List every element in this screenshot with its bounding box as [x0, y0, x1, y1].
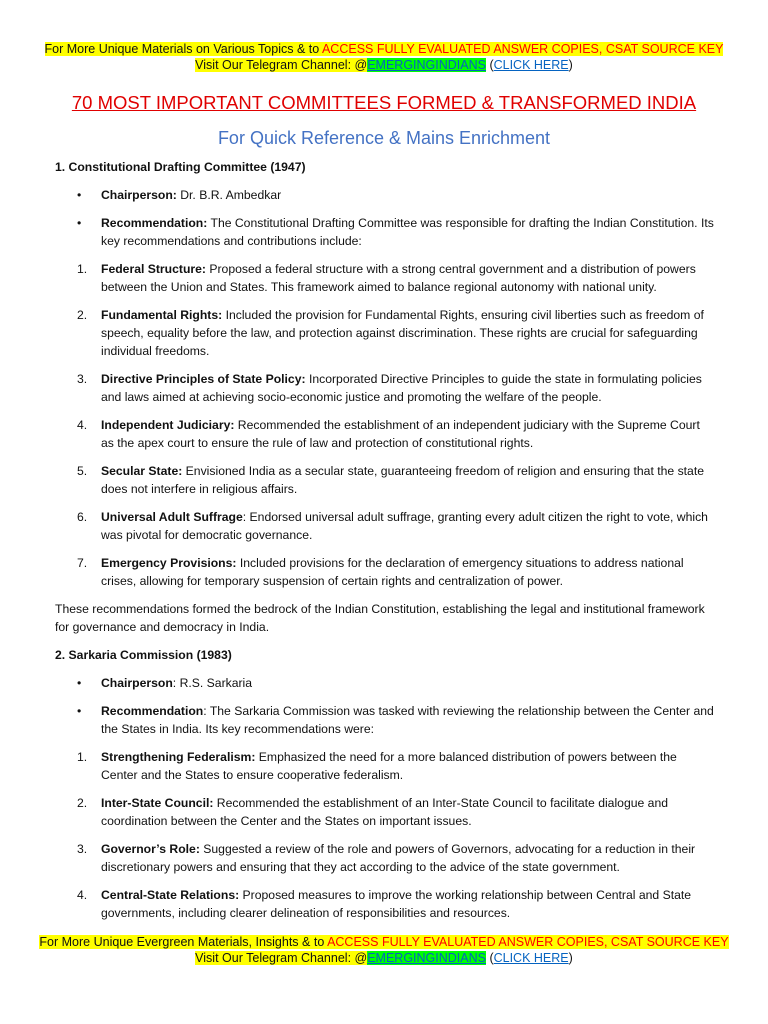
top-banner-line2: Visit Our Telegram Channel: @EMERGINGINDIANS (CLICK HERE) — [195, 58, 573, 72]
document-subtitle: For Quick Reference & Mains Enrichment — [217, 128, 551, 148]
bottom-banner-line2: Visit Our Telegram Channel: @EMERGINGINDIANS (CLICK HERE) — [195, 951, 573, 965]
bottom-banner-line1 — [0, 934, 768, 950]
section-1-bullet-chairperson: • Chairperson: Dr. B.R. Ambedkar — [77, 188, 282, 202]
bullet-marker: • — [77, 188, 82, 202]
section-1-item: 5. Secular State: Envisioned India as a secular state, guaranteeing freedom of religion and ensuring that the state does not interfere in religious affairs. — [77, 464, 704, 496]
top-promo-banner — [0, 41, 768, 73]
section-1-bullet-recommendation: • Recommendation: The Constitutional Drafting Committee was responsible for drafting the Indian Constitution. Its key recommendations and contributions include: — [77, 216, 714, 248]
document-title: 70 MOST IMPORTANT COMMITTEES FORMED & TRANSFORMED INDIA — [71, 92, 697, 113]
section-1-item: 7. Emergency Provisions: Included provisions for the declaration of emergency situations to address national crises, allowing for temporary suspension of certain rights and centralization of power. — [77, 556, 684, 588]
section-2-bullet-chairperson: • Chairperson: R.S. Sarkaria — [77, 676, 253, 690]
top-telegram-channel-link[interactable]: EMERGINGINDIANS — [367, 58, 486, 72]
section-2-heading: 2. Sarkaria Commission (1983) — [55, 648, 232, 662]
bullet-marker: • — [77, 216, 82, 230]
section-2-item: 2. Inter-State Council: Recommended the establishment of an Inter-State Council to facilitate dialogue and coordination between the Center and the States on important issues. — [77, 796, 668, 828]
bottom-telegram-channel-link[interactable]: EMERGINGINDIANS — [367, 951, 486, 965]
bottom-promo-banner — [0, 934, 768, 966]
section-1-item: 1. Federal Structure: Proposed a federal structure with a strong central government and a distribution of powers between the Union and States. This framework aimed to balance regional autonomy with national unity. — [77, 262, 696, 294]
section-2-bullet-recommendation: • Recommendation: The Sarkaria Commission was tasked with reviewing the relationship between the Center and the States in India. Its key recommendations were: — [77, 704, 714, 736]
section-1-item: 6. Universal Adult Suffrage: Endorsed universal adult suffrage, granting every adult citizen the right to vote, which was pivotal for democratic governance. — [77, 510, 708, 542]
top-banner-line1-text: For More Unique Materials on Various Topics & to ACCESS FULLY EVALUATED ANSWER COPIES, CSAT SOURCE KEY — [44, 42, 724, 56]
bottom-banner-line1-text: For More Unique Evergreen Materials, Insights & to ACCESS FULLY EVALUATED ANSWER COPIES, CSAT SOURCE KEY — [39, 935, 729, 949]
section-2-item: 3. Governor’s Role: Suggested a review of the role and powers of Governors, advocating for a reduction in their discretionary powers and ensuring that they act according to the advice of the state government. — [77, 842, 696, 874]
section-1-closing-paragraph: These recommendations formed the bedrock of the Indian Constitution, establishing the legal and institutional framework for governance and democracy in India. — [55, 602, 705, 634]
section-1-item: 2. Fundamental Rights: Included the provision for Fundamental Rights, ensuring civil liberties such as freedom of speech, equality before the law, and protection against discrimination. These rights are crucial for safeguarding individual freedoms. — [77, 308, 704, 358]
bottom-banner-access-text: ACCESS FULLY EVALUATED ANSWER COPIES, CSAT SOURCE KEY — [327, 935, 729, 949]
top-banner-line1 — [0, 41, 768, 57]
section-2-item: 1. Strengthening Federalism: Emphasized the need for a more balanced distribution of powers between the Center and the States to ensure cooperative federalism. — [77, 750, 677, 782]
bullet-marker: • — [77, 704, 82, 718]
section-1-item: 4. Independent Judiciary: Recommended the establishment of an independent judiciary with the Supreme Court as the apex court to ensure the rule of law and protection of constitutional rights. — [77, 418, 700, 450]
document-body — [55, 158, 715, 932]
section-2-item: 4. Central-State Relations: Proposed measures to improve the working relationship between Central and State governments, including clearer delineation of responsibilities and resources. — [77, 888, 692, 920]
section-1-item: 3. Directive Principles of State Policy: Incorporated Directive Principles to guide the state in formulating policies and laws aimed at achieving socio-economic justice and promoting the welfare of the people. — [77, 372, 702, 404]
section-1-heading: 1. Constitutional Drafting Committee (1947) — [55, 160, 306, 174]
bottom-click-here-link[interactable]: CLICK HERE — [493, 951, 569, 965]
top-click-here-link[interactable]: CLICK HERE — [493, 58, 569, 72]
bullet-marker: • — [77, 676, 82, 690]
top-banner-access-text: ACCESS FULLY EVALUATED ANSWER COPIES, CSAT SOURCE KEY — [321, 42, 724, 56]
